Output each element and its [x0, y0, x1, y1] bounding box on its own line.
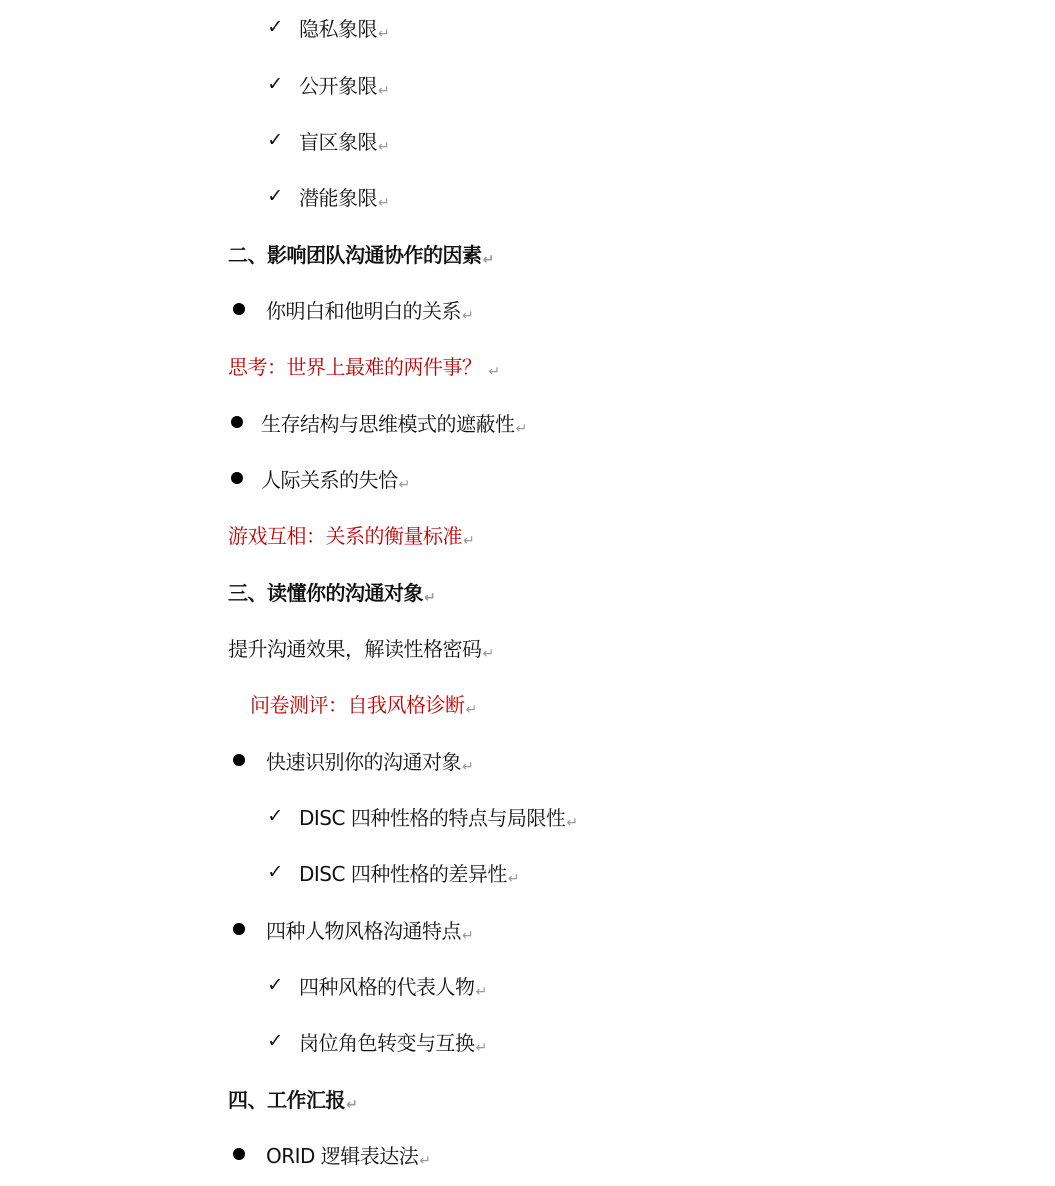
paragraph-mark-icon: ↵ — [378, 82, 390, 99]
bullet-icon — [231, 472, 243, 484]
checklist-item-text: 盲区象限↵ — [299, 129, 390, 155]
bullet-item-text: 人际关系的失恰↵ — [261, 467, 410, 493]
paragraph-mark-icon: ↵ — [463, 532, 475, 549]
activity-note-text: 问卷测评：自我风格诊断↵ — [250, 692, 477, 718]
paragraph-mark-icon: ↵ — [566, 814, 578, 831]
paragraph-mark-icon: ↵ — [378, 25, 390, 42]
paragraph-mark-icon: ↵ — [462, 927, 474, 944]
bullet-item-text: ORID 逻辑表达法↵ — [266, 1143, 431, 1169]
bullet-icon — [233, 303, 245, 315]
check-icon: ✓ — [267, 185, 283, 207]
paragraph-mark-icon: ↵ — [378, 138, 390, 155]
bullet-item-text: 你明白和他明白的关系↵ — [266, 298, 474, 324]
checklist-item-text: 四种风格的代表人物↵ — [299, 974, 487, 1000]
checklist-item-text: DISC 四种性格的差异性↵ — [299, 861, 520, 887]
paragraph-mark-icon: ↵ — [462, 307, 474, 324]
checklist-item-text: 潜能象限↵ — [299, 185, 390, 211]
paragraph-mark-icon: ↵ — [424, 589, 436, 606]
bullet-icon — [233, 1148, 245, 1160]
paragraph-mark-icon: ↵ — [488, 363, 500, 380]
check-icon: ✓ — [267, 1030, 283, 1052]
section-heading-text: 三、读懂你的沟通对象↵ — [228, 580, 436, 606]
checklist-item-text: 岗位角色转变与互换↵ — [299, 1030, 487, 1056]
section-heading-text: 四、工作汇报↵ — [228, 1087, 358, 1113]
section-heading-text: 二、影响团队沟通协作的因素↵ — [228, 242, 494, 268]
checklist-item-text: 隐私象限↵ — [299, 16, 390, 42]
paragraph-mark-icon: ↵ — [398, 476, 410, 493]
paragraph-mark-icon: ↵ — [378, 194, 390, 211]
check-icon: ✓ — [267, 974, 283, 996]
activity-note-text: 思考：世界上最难的两件事？ ↵ — [228, 354, 500, 380]
body-paragraph-text: 提升沟通效果，解读性格密码↵ — [228, 636, 494, 662]
paragraph-mark-icon: ↵ — [475, 983, 487, 1000]
check-icon: ✓ — [267, 861, 283, 883]
check-icon: ✓ — [267, 73, 283, 95]
paragraph-mark-icon: ↵ — [462, 758, 474, 775]
checklist-item-text: DISC 四种性格的特点与局限性↵ — [299, 805, 578, 831]
bullet-icon — [231, 416, 243, 428]
bullet-item-text: 生存结构与思维模式的遮蔽性↵ — [261, 411, 527, 437]
paragraph-mark-icon: ↵ — [515, 420, 527, 437]
activity-note-text: 游戏互相：关系的衡量标准↵ — [228, 523, 475, 549]
bullet-icon — [233, 923, 245, 935]
checklist-item-text: 公开象限↵ — [299, 73, 390, 99]
check-icon: ✓ — [267, 16, 283, 38]
bullet-icon — [233, 754, 245, 766]
check-icon: ✓ — [267, 129, 283, 151]
paragraph-mark-icon: ↵ — [482, 251, 494, 268]
paragraph-mark-icon: ↵ — [419, 1152, 431, 1169]
bullet-item-text: 快速识别你的沟通对象↵ — [266, 749, 474, 775]
paragraph-mark-icon: ↵ — [507, 870, 520, 887]
bullet-item-text: 四种人物风格沟通特点↵ — [266, 918, 474, 944]
paragraph-mark-icon: ↵ — [346, 1096, 358, 1113]
paragraph-mark-icon: ↵ — [482, 645, 494, 662]
paragraph-mark-icon: ↵ — [465, 701, 477, 718]
check-icon: ✓ — [267, 805, 283, 827]
paragraph-mark-icon: ↵ — [475, 1039, 487, 1056]
